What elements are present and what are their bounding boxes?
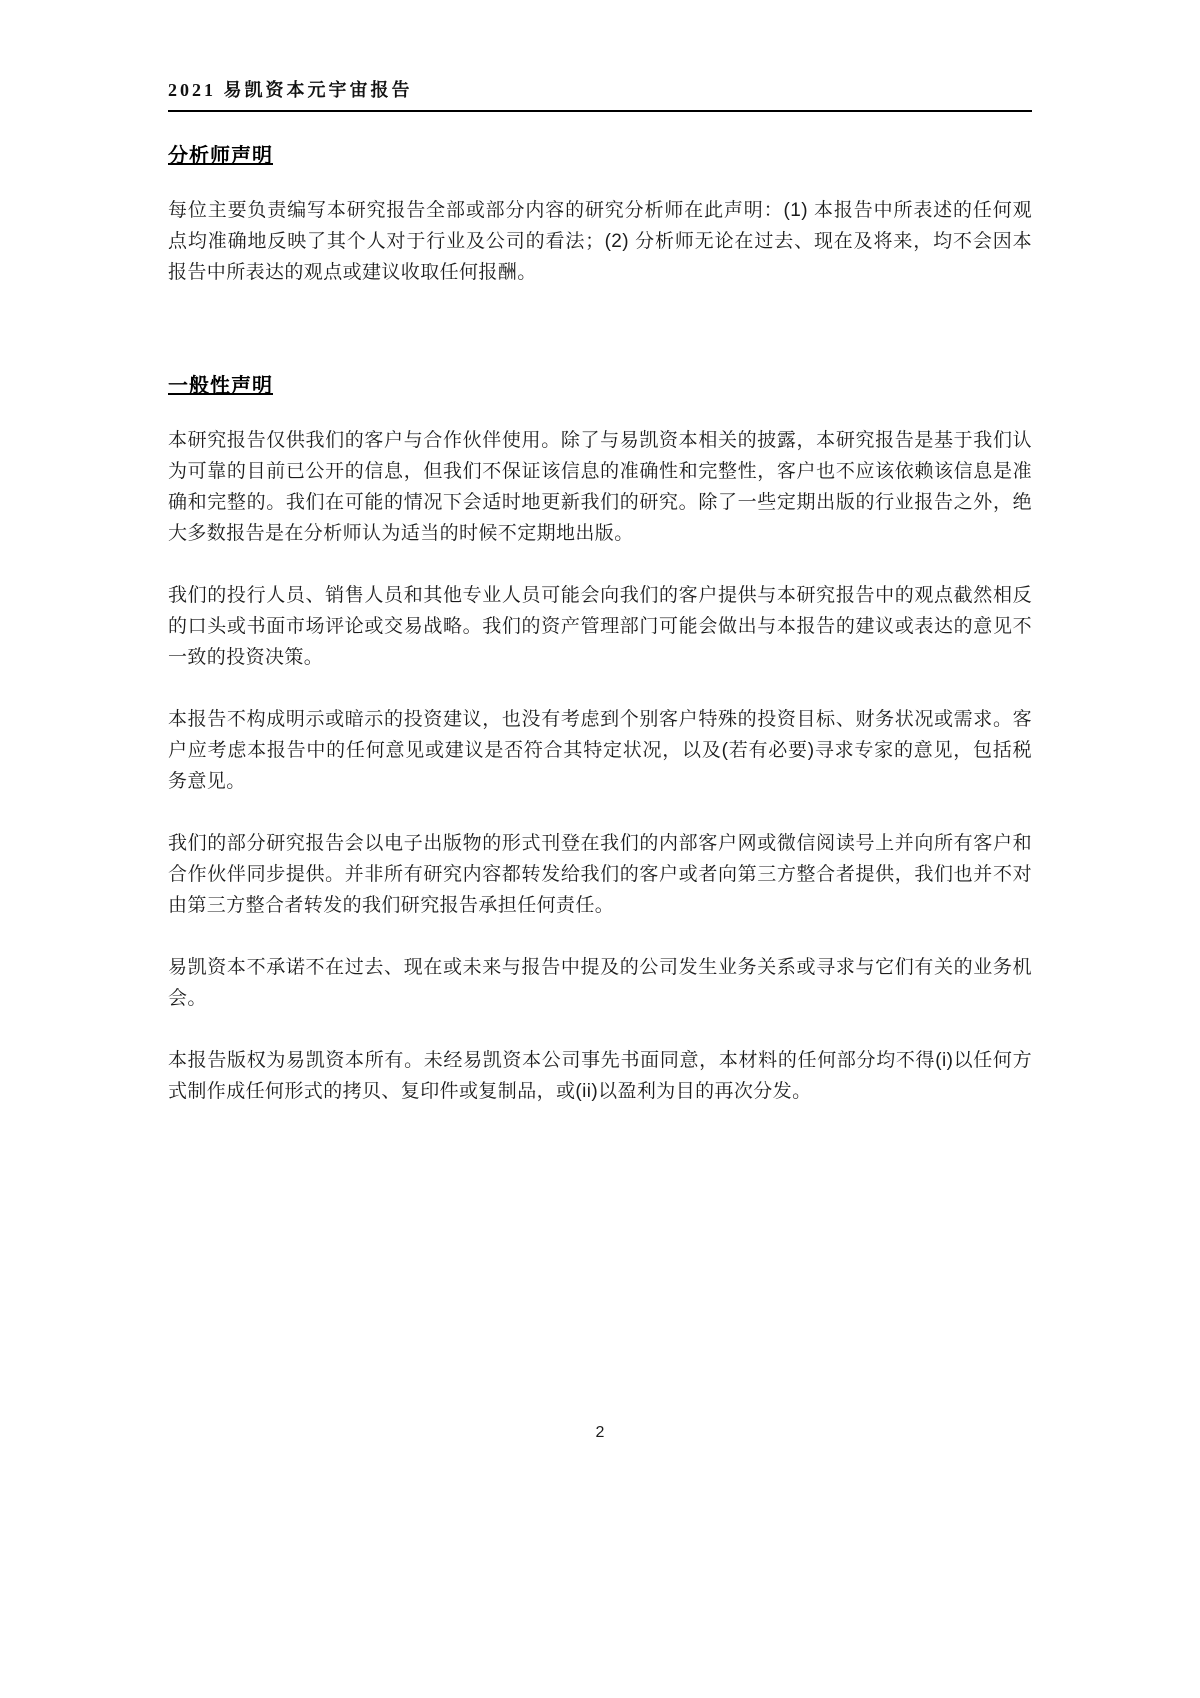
section-general-statement — [168, 369, 1032, 1107]
general-statement-paragraph: 易凯资本不承诺不在过去、现在或未来与报告中提及的公司发生业务关系或寻求与它们有关的业务机会。 — [168, 957, 1032, 1009]
general-statement-paragraph: 我们的投行人员、销售人员和其他专业人员可能会向我们的客户提供与本研究报告中的观点截然相反的口头或书面市场评论或交易战略。我们的资产管理部门可能会做出与本报告的建议或表达的意见不一致的投资决策。 — [168, 585, 1032, 668]
general-statement-paragraph: 本报告版权为易凯资本所有。未经易凯资本公司事先书面同意，本材料的任何部分均不得(i)以任何方式制作成任何形式的拷贝、复印件或复制品，或(ii)以盈利为目的再次分发。 — [168, 1050, 1032, 1102]
general-statement-heading: 一般性声明 — [168, 375, 273, 397]
header-rule — [168, 110, 1032, 112]
section-analyst-statement — [168, 139, 1032, 288]
analyst-statement-heading: 分析师声明 — [168, 145, 273, 167]
general-statement-paragraph: 我们的部分研究报告会以电子出版物的形式刊登在我们的内部客户网或微信阅读号上并向所有客户和合作伙伴同步提供。并非所有研究内容都转发给我们的客户或者向第三方整合者提供，我们也并不对由第三方整合者转发的我们研究报告承担任何责任。 — [168, 833, 1032, 916]
page-content — [168, 76, 1032, 1138]
page-header-title: 2021 易凯资本元宇宙报告 — [168, 80, 413, 100]
general-statement-paragraph: 本研究报告仅供我们的客户与合作伙伴使用。除了与易凯资本相关的披露，本研究报告是基于我们认为可靠的目前已公开的信息，但我们不保证该信息的准确性和完整性，客户也不应该依赖该信息是准确和完整的。我们在可能的情况下会适时地更新我们的研究。除了一些定期出版的行业报告之外，绝大多数报告是在分析师认为适当的时候不定期地出版。 — [168, 430, 1032, 544]
analyst-statement-paragraph: 每位主要负责编写本研究报告全部或部分内容的研究分析师在此声明：(1) 本报告中所表述的任何观点均准确地反映了其个人对于行业及公司的看法；(2) 分析师无论在过去、现在及将来，均不会因本报告中所表达的观点或建议收取任何报酬。 — [168, 200, 1032, 283]
general-statement-paragraph: 本报告不构成明示或暗示的投资建议，也没有考虑到个别客户特殊的投资目标、财务状况或需求。客户应考虑本报告中的任何意见或建议是否符合其特定状况，以及(若有必要)寻求专家的意见，包括税务意见。 — [168, 709, 1032, 792]
page-number: 2 — [595, 1424, 605, 1441]
